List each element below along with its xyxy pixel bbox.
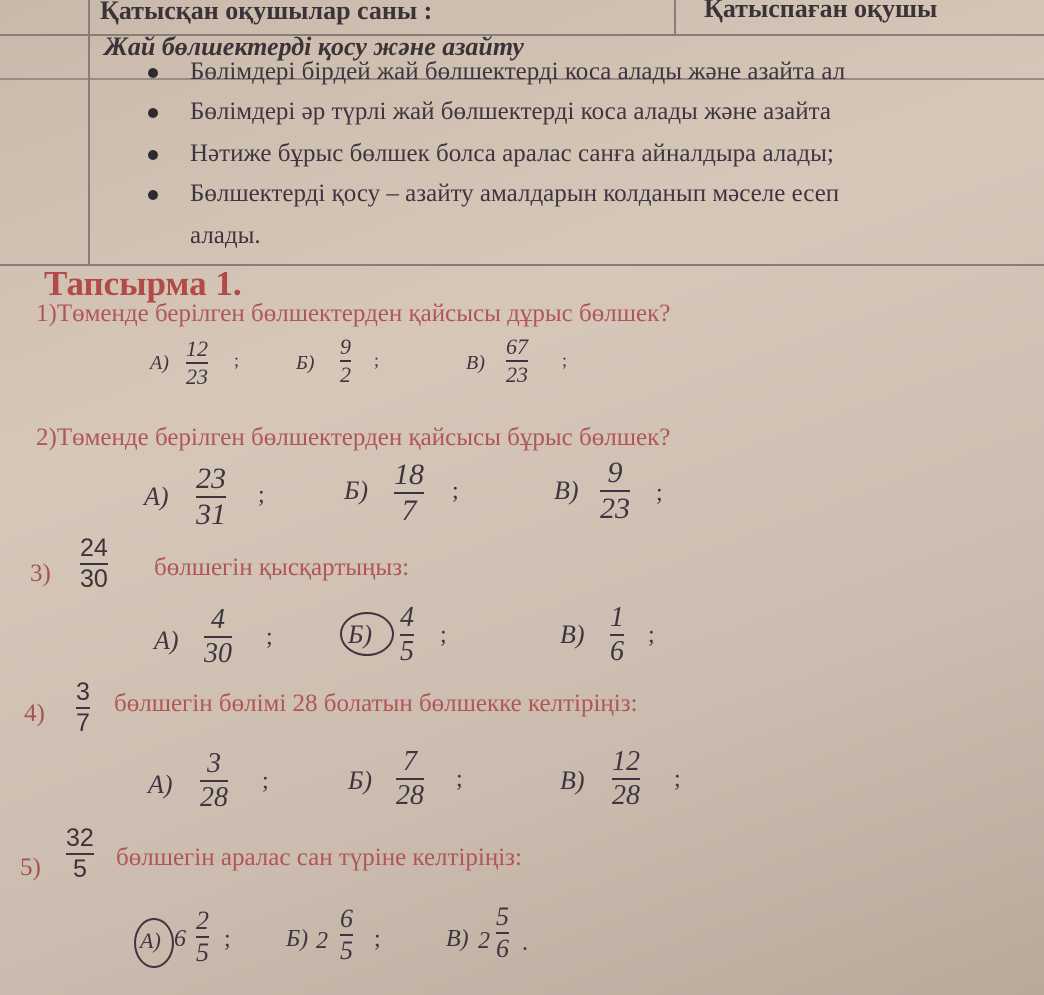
q3-option-c-fraction: 1 6 — [610, 602, 624, 667]
q3-option-b-label: Б) — [348, 620, 372, 649]
q2-option-a-fraction: 23 31 — [196, 462, 226, 531]
table-left-border — [88, 0, 90, 264]
q2-option-b-sep: ; — [452, 478, 459, 504]
q4-option-a-fraction: 3 28 — [200, 748, 228, 813]
q5-option-b-sep: ; — [374, 926, 381, 952]
students-absent-label: Қатыспаған оқушы — [704, 0, 938, 23]
question-3-fraction: 24 30 — [80, 534, 108, 593]
q5-option-a-fraction: 2 5 — [196, 906, 209, 967]
question-3-text: бөлшегін қысқартыңыз: — [154, 554, 410, 581]
q2-option-b-label: Б) — [344, 476, 368, 505]
question-2-text: 2)Төменде берілген бөлшектерден қайсысы бұрыс бөлшек? — [36, 424, 671, 451]
q3-option-c-label: В) — [560, 620, 585, 649]
q2-option-b-fraction: 18 7 — [394, 458, 424, 527]
q4-option-c-sep: ; — [674, 766, 681, 792]
q5-option-b-whole: 2 — [316, 928, 328, 954]
question-4-number: 4) — [24, 700, 45, 727]
q3-option-c-sep: ; — [648, 622, 655, 648]
q5-option-b-label: Б) — [286, 926, 309, 952]
q1-option-b-sep: ; — [374, 350, 380, 370]
q1-option-c-sep: ; — [562, 350, 568, 370]
q5-option-a-label: А) — [140, 928, 161, 953]
q1-option-a-sep: ; — [234, 350, 240, 370]
q4-option-a-sep: ; — [262, 768, 269, 794]
q2-option-c-fraction: 9 23 — [600, 456, 630, 525]
q4-option-b-fraction: 7 28 — [396, 746, 424, 811]
q2-option-a-sep: ; — [258, 482, 265, 508]
q5-option-a-sep: ; — [224, 926, 231, 952]
objective-item: Бөлшектерді қосу – азайту амалдарын колданып мәселе есеп — [148, 180, 839, 208]
q3-option-a-fraction: 4 30 — [204, 604, 232, 669]
q1-option-b-fraction: 9 2 — [340, 334, 351, 387]
q1-option-a-fraction: 12 23 — [186, 336, 208, 389]
q1-option-c-label: В) — [466, 352, 485, 374]
q3-option-b-fraction: 4 5 — [400, 602, 414, 667]
bullet-icon — [148, 190, 158, 200]
objective-item: Нәтиже бұрыс бөлшек болса аралас санға айналдыра алады; — [148, 140, 834, 168]
bullet-icon — [148, 68, 158, 78]
q3-option-a-label: А) — [154, 626, 179, 655]
q2-option-a-label: А) — [144, 482, 169, 511]
q2-option-c-label: В) — [554, 476, 579, 505]
q5-option-c-label: В) — [446, 926, 469, 952]
q4-option-b-sep: ; — [456, 766, 463, 792]
q4-option-a-label: А) — [148, 770, 173, 799]
bullet-icon — [148, 150, 158, 160]
q5-option-c-sep: . — [522, 930, 528, 956]
q1-option-a-label: А) — [150, 352, 169, 374]
q3-option-a-sep: ; — [266, 624, 273, 650]
q2-option-c-sep: ; — [656, 480, 663, 506]
question-3-number: 3) — [30, 560, 51, 587]
lesson-topic: Жай бөлшектерді қосу және азайту — [104, 32, 524, 61]
objective-continuation: алады. — [190, 222, 261, 249]
q5-option-a-whole: 6 — [174, 926, 186, 952]
q5-option-c-fraction: 5 6 — [496, 902, 509, 963]
students-present-label: Қатысқан оқушылар саны : — [100, 0, 433, 25]
bullet-icon — [148, 108, 158, 118]
q3-option-b-sep: ; — [440, 622, 447, 648]
q5-option-b-fraction: 6 5 — [340, 904, 353, 965]
question-5-fraction: 32 5 — [66, 824, 94, 883]
objective-item: Бөлімдері бірдей жай бөлшектерді коса алады және азайта ал — [148, 58, 845, 86]
q4-option-b-label: Б) — [348, 766, 372, 795]
q4-option-c-fraction: 12 28 — [612, 746, 640, 811]
q1-option-c-fraction: 67 23 — [506, 334, 528, 387]
q4-option-c-label: В) — [560, 766, 585, 795]
question-1-text: 1)Төменде берілген бөлшектерден қайсысы дұрыс бөлшек? — [36, 300, 671, 327]
q1-option-b-label: Б) — [296, 352, 315, 374]
question-5-number: 5) — [20, 854, 41, 881]
q5-option-c-whole: 2 — [478, 928, 490, 954]
question-4-text: бөлшегін бөлімі 28 болатын бөлшекке келтіріңіз: — [114, 690, 638, 717]
task-title: Тапсырма 1. — [44, 264, 242, 303]
objective-item: Бөлімдері әр түрлі жай бөлшектерді коса алады және азайта — [148, 98, 831, 126]
table-divider — [674, 0, 676, 34]
question-5-text: бөлшегін аралас сан түріне келтіріңіз: — [116, 844, 522, 871]
question-4-fraction: 3 7 — [76, 678, 90, 737]
